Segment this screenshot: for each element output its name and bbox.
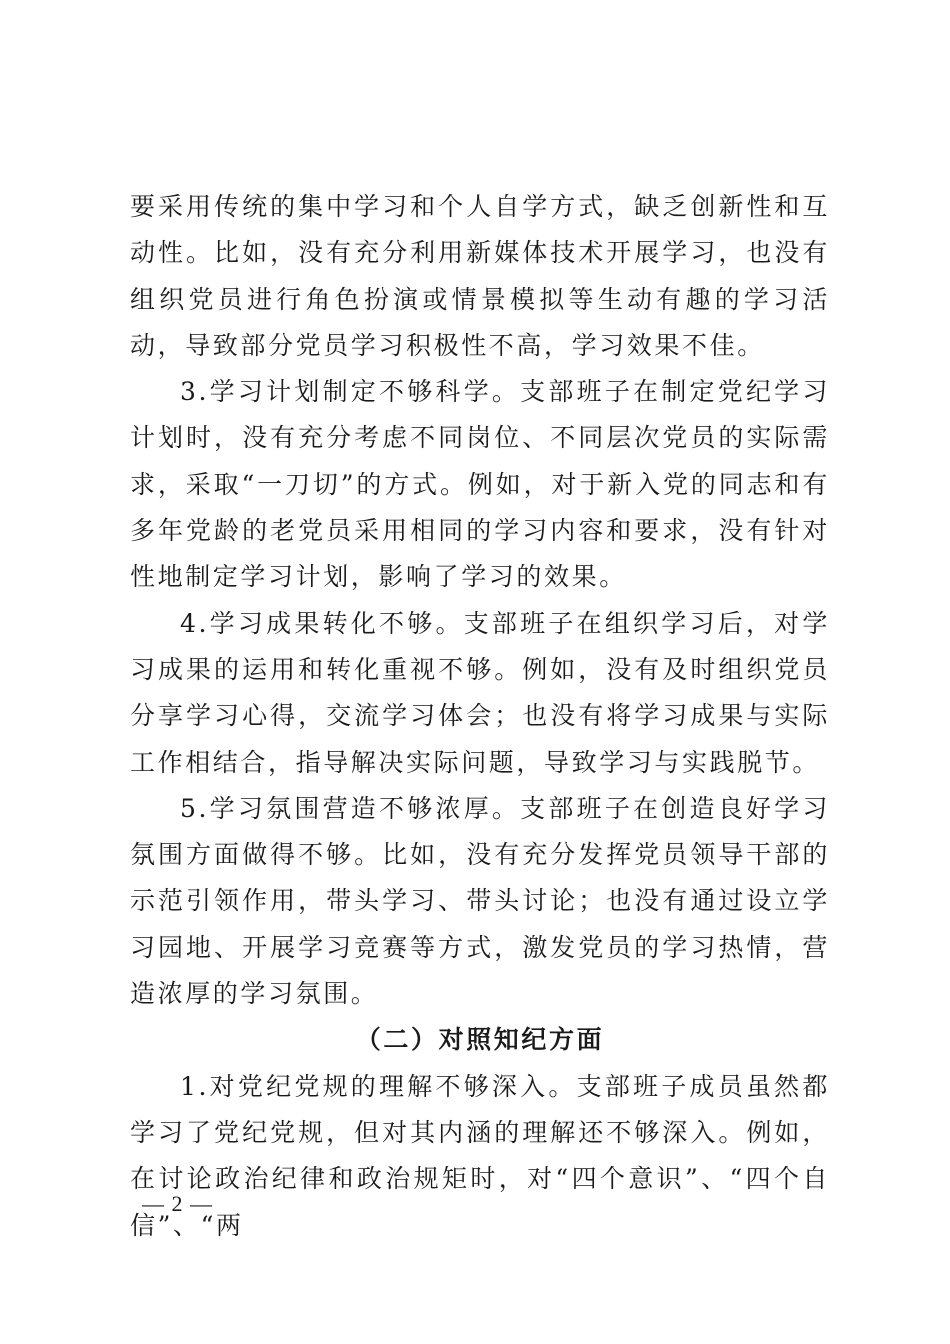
paragraph-text: 支部班子在制定党纪学习计划时，没有充分考虑不同岗位、不同层次党员的实际需求，采取“一刀切”的方式。例如，对于新入党的同志和有多年党龄的老党员采用相同的学习内容和要求，没有针对性地制定学习计划，影响了学习的效果。 <box>130 377 831 592</box>
section-heading: （二）对照知纪方面 <box>355 1025 605 1055</box>
item-heading: 4.学习成果转化不够。 <box>180 608 464 638</box>
paragraph-text: 支部班子在组织学习后，对学习成果的运用和转化重视不够。例如，没有及时组织党员分享学习心得，交流学习体会；也没有将学习成果与实际工作相结合，指导解决实际问题，导致学习与实践脱节。 <box>130 608 830 777</box>
paragraph-text: 支部班子成员虽然都学习了党纪党规，但对其内涵的理解还不够深入。例如，在讨论政治纪律和政治规矩时，对“四个意识”、“四个自信”、“两 <box>130 1071 830 1240</box>
paragraph-item-1 <box>130 1064 830 1249</box>
item-heading: 5.学习氛围营造不够浓厚。 <box>180 793 521 823</box>
document-body <box>130 184 830 1249</box>
paragraph-text: 要采用传统的集中学习和个人自学方式，缺乏创新性和互动性。比如，没有充分利用新媒体技术开展学习，也没有组织党员进行角色扮演或情景模拟等生动有趣的学习活动，导致部分党员学习积极性不高，学习效果不佳。 <box>130 192 830 360</box>
page-number: — 2 — <box>142 1191 213 1216</box>
item-heading: 3.学习计划制定不够科学。 <box>180 377 521 407</box>
paragraph-item-3 <box>130 369 830 600</box>
paragraph-continuation <box>130 184 830 369</box>
paragraph-item-5 <box>130 786 830 1017</box>
item-heading: 1.对党纪党规的理解不够深入。 <box>180 1071 577 1101</box>
paragraph-text: 支部班子在创造良好学习氛围方面做得不够。比如，没有充分发挥党员领导干部的示范引领作用，带头学习、带头讨论；也没有通过设立学习园地、开展学习竞赛等方式，激发党员的学习热情，营造浓厚的学习氛围。 <box>130 793 831 1009</box>
paragraph-item-4 <box>130 601 830 786</box>
